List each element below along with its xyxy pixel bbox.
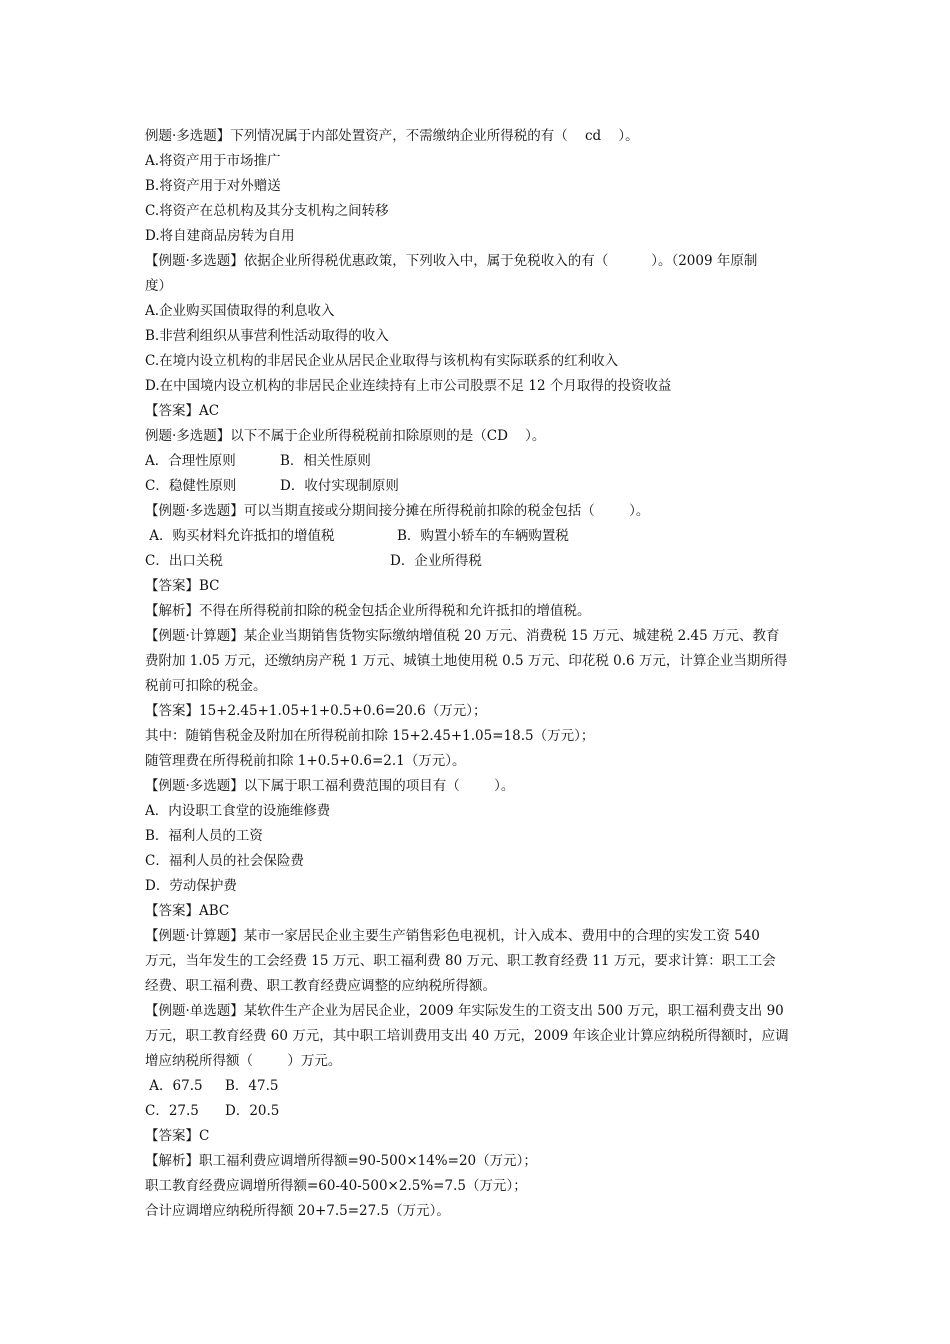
text-line bbox=[145, 524, 815, 549]
option-text: D．收付实现制原则 bbox=[280, 478, 399, 494]
text-line: 【解析】职工福利费应调增所得额=90-500×14%=20（万元）； bbox=[145, 1153, 537, 1169]
text-line: 费附加 1.05 万元，还缴纳房产税 1 万元、城镇土地使用税 0.5 万元、印花税 0.6 万元，计算企业当期所得 bbox=[145, 653, 788, 669]
text-line: 【解析】不得在所得税前扣除的税金包括企业所得税和允许抵扣的增值税。 bbox=[145, 603, 591, 619]
text-line: B．福利人员的工资 bbox=[145, 828, 263, 844]
text-line: A．内设职工食堂的设施维修费 bbox=[145, 803, 331, 819]
text-line: 【例题·多选题】依据企业所得税优惠政策，下列收入中，属于免税收入的有（ ）。（2009 年原制 bbox=[145, 253, 758, 269]
option-text: D．企业所得税 bbox=[390, 553, 482, 569]
text-line bbox=[145, 474, 815, 499]
text-line: B.非营利组织从事营利性活动取得的收入 bbox=[145, 328, 389, 344]
text-line bbox=[145, 549, 815, 574]
text-line: 例题·多选题】下列情况属于内部处置资产，不需缴纳企业所得税的有（ cd ）。 bbox=[145, 128, 639, 144]
text-line: 例题·多选题】以下不属于企业所得税税前扣除原则的是（CD ）。 bbox=[145, 428, 546, 444]
text-line: B.将资产用于对外赠送 bbox=[145, 178, 281, 194]
option-text: C．稳健性原则 bbox=[145, 478, 237, 494]
text-line: 【例题·多选题】以下属于职工福利费范围的项目有（ ）。 bbox=[145, 778, 515, 794]
option-text: A．67.5 bbox=[145, 1078, 203, 1094]
option-text: C．27.5 bbox=[145, 1103, 199, 1119]
option-text: A．合理性原则 bbox=[145, 453, 236, 469]
option-text: B．购置小轿车的车辆购置税 bbox=[397, 528, 569, 544]
option-text: D．20.5 bbox=[225, 1103, 280, 1119]
option-text: B．相关性原则 bbox=[280, 453, 371, 469]
text-line: 【答案】ABC bbox=[145, 903, 230, 919]
text-line: C．福利人员的社会保险费 bbox=[145, 853, 304, 869]
option-text: C．出口关税 bbox=[145, 553, 223, 569]
text-line: 其中：随销售税金及附加在所得税前扣除 15+2.45+1.05=18.5（万元）； bbox=[145, 728, 595, 744]
text-line bbox=[145, 1074, 815, 1099]
text-line: 【答案】C bbox=[145, 1128, 210, 1144]
text-line: 【答案】15+2.45+1.05+1+0.5+0.6=20.6（万元）； bbox=[145, 703, 487, 719]
text-line: D．劳动保护费 bbox=[145, 878, 237, 894]
text-line: 【例题·单选题】某软件生产企业为居民企业，2009 年实际发生的工资支出 500 万元，职工福利费支出 90 bbox=[145, 1003, 784, 1019]
text-line: 【答案】AC bbox=[145, 403, 220, 419]
document-page bbox=[145, 124, 815, 1224]
option-text: B．47.5 bbox=[225, 1078, 279, 1094]
text-line: A.企业购买国债取得的利息收入 bbox=[145, 303, 335, 319]
text-line: 经费、职工福利费、职工教育经费应调整的应纳税所得额。 bbox=[145, 978, 496, 994]
text-line bbox=[145, 449, 815, 474]
text-line: 【答案】BC bbox=[145, 578, 220, 594]
text-line: C.将资产在总机构及其分支机构之间转移 bbox=[145, 203, 389, 219]
text-line: 职工教育经费应调增所得额=60-40-500×2.5%=7.5（万元）； bbox=[145, 1178, 527, 1194]
text-line: A.将资产用于市场推广 bbox=[145, 153, 281, 169]
text-line: C.在境内设立机构的非居民企业从居民企业取得与该机构有实际联系的红利收入 bbox=[145, 353, 619, 369]
text-line: 【例题·多选题】可以当期直接或分期间接分摊在所得税前扣除的税金包括（ ）。 bbox=[145, 503, 650, 519]
text-line: 【例题·计算题】某市一家居民企业主要生产销售彩色电视机，计入成本、费用中的合理的实发工资 540 bbox=[145, 928, 760, 944]
text-line: 万元，当年发生的工会经费 15 万元、职工福利费 80 万元、职工教育经费 11 万元，要求计算：职工工会 bbox=[145, 953, 776, 969]
text-line: 万元，职工教育经费 60 万元，其中职工培训费用支出 40 万元，2009 年该企业计算应纳税所得额时，应调 bbox=[145, 1028, 789, 1044]
text-line: D.在中国境内设立机构的非居民企业连续持有上市公司股票不足 12 个月取得的投资收益 bbox=[145, 378, 672, 394]
text-line: 税前可扣除的税金。 bbox=[145, 678, 267, 694]
text-line: 度） bbox=[145, 278, 172, 294]
text-line: D.将自建商品房转为自用 bbox=[145, 228, 295, 244]
text-line: 增应纳税所得额（ ）万元。 bbox=[145, 1053, 342, 1069]
text-line: 【例题·计算题】某企业当期销售货物实际缴纳增值税 20 万元、消费税 15 万元、城建税 2.45 万元、教育 bbox=[145, 628, 780, 644]
text-line: 随管理费在所得税前扣除 1+0.5+0.6=2.1（万元）。 bbox=[145, 753, 466, 769]
text-line: 合计应调增应纳税所得额 20+7.5=27.5（万元）。 bbox=[145, 1203, 450, 1219]
option-text: A．购买材料允许抵扣的增值税 bbox=[145, 528, 335, 544]
text-line bbox=[145, 1099, 815, 1124]
